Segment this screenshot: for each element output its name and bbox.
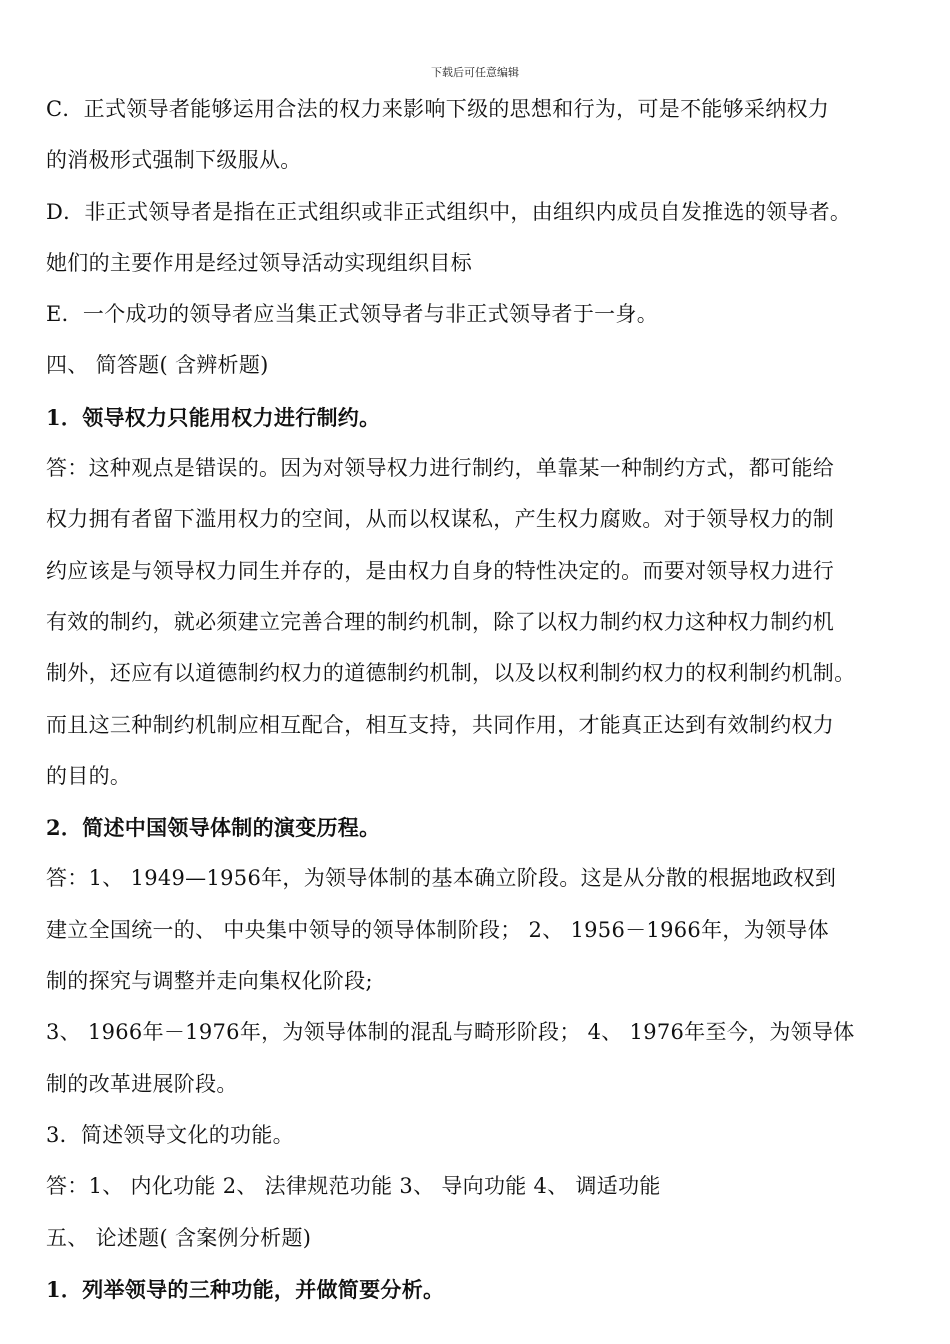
text-line: 权力拥有者留下滥用权力的空间，从而以权谋私，产生权力腐败。对于领导权力的制 <box>46 507 835 532</box>
text-line: 有效的制约，就必须建立完善合理的制约机制，除了以权力制约权力这种权力制约机 <box>46 609 835 634</box>
text-line: 3．简述领导文化的功能。 <box>46 1122 294 1147</box>
text-line: 制外，还应有以道德制约权力的道德制约机制，以及以权利制约权力的权利制约机制。 <box>46 661 856 686</box>
text-line: 建立全国统一的、 中央集中领导的领导体制阶段； 2、 1956－1966年，为领导体 <box>46 917 829 942</box>
text-line: 她们的主要作用是经过领导活动实现组织目标 <box>46 250 472 275</box>
text-line: 而且这三种制约机制应相互配合，相互支持，共同作用，才能真正达到有效制约权力 <box>46 712 835 737</box>
text-line: 四、 简答题( 含辨析题) <box>46 353 269 378</box>
question-heading: 1．列举领导的三种功能，并做简要分析。 <box>46 1276 445 1302</box>
text-line: E．一个成功的领导者应当集正式领导者与非正式领导者于一身。 <box>46 302 659 327</box>
text-line: 制的探究与调整并走向集权化阶段; <box>46 969 373 994</box>
question-heading: 1．领导权力只能用权力进行制约。 <box>46 404 381 430</box>
text-line: C．正式领导者能够运用合法的权力来影响下级的思想和行为，可是不能够采纳权力 <box>46 97 830 121</box>
text-line: 的消极形式强制下级服从。 <box>46 148 302 173</box>
text-line: 答：这种观点是错误的。因为对领导权力进行制约，单靠某一种制约方式，都可能给 <box>46 456 835 481</box>
text-line: 答：1、 内化功能 2、 法律规范功能 3、 导向功能 4、 调适功能 <box>46 1174 661 1199</box>
text-line: 的目的。 <box>46 763 132 788</box>
text-line: D．非正式领导者是指在正式组织或非正式组织中，由组织内成员自发推选的领导者。 <box>46 199 852 224</box>
text-line: 答：1、 1949—1956年，为领导体制的基本确立阶段。这是从分散的根据地政权到 <box>46 866 837 891</box>
page-header-note: 下载后可任意编辑 <box>431 66 519 79</box>
document-body <box>46 84 926 1315</box>
question-heading: 2．简述中国领导体制的演变历程。 <box>46 815 381 841</box>
text-line: 制的改革进展阶段。 <box>46 1071 238 1096</box>
text-line: 约应该是与领导权力同生并存的，是由权力自身的特性决定的。而要对领导权力进行 <box>46 558 835 583</box>
text-line: 五、 论述题( 含案例分析题) <box>46 1225 312 1250</box>
text-line: 3、 1966年－1976年，为领导体制的混乱与畸形阶段； 4、 1976年至今，为领导体 <box>46 1020 855 1045</box>
